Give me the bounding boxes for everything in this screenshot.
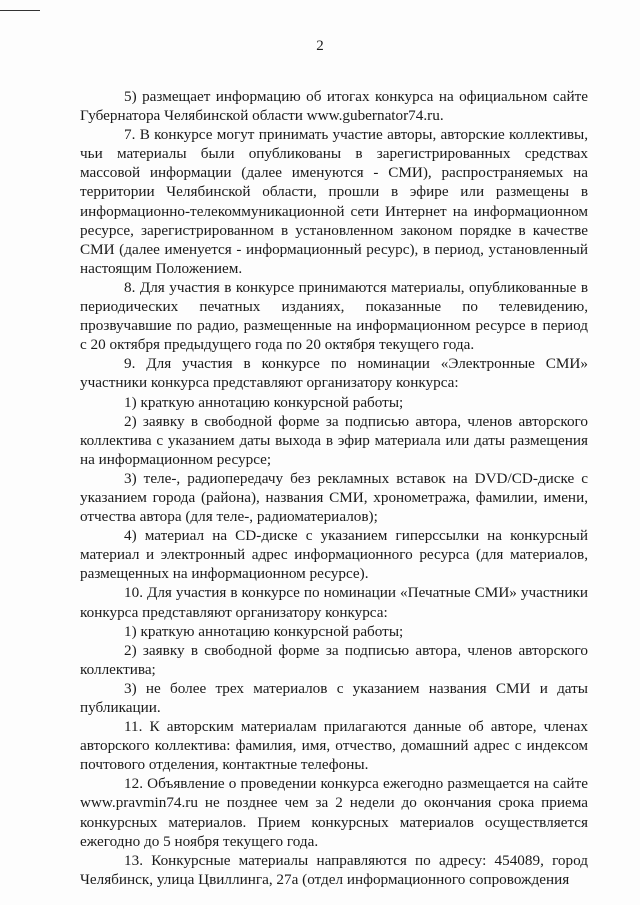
paragraph-9-item-2: 2) заявку в свободной форме за подписью автора, членов авторского коллектива с указанием даты выхода в эфир материала или даты размещения на информационном ресурсе;: [80, 412, 588, 468]
paragraph-10-item-3: 3) не более трех материалов с указанием названия СМИ и даты публикации.: [80, 679, 588, 716]
paragraph-9-item-1: 1) краткую аннотацию конкурсной работы;: [124, 393, 404, 411]
top-rule: [0, 10, 40, 11]
paragraph-9-item-4: 4) материал на CD-диске с указанием гиперссылки на конкурсный материал и электронный адрес информационного ресурса (для материалов, размещенных на информационном ресурсе).: [80, 527, 588, 583]
paragraph-5-publish-results: 5) размещает информацию об итогах конкурса на официальном сайте Губернатора Челябинской области www.gubernator74.ru.: [80, 88, 588, 125]
paragraph-10-print-media: 10. Для участия в конкурсе по номинации «Печатные СМИ» участники конкурса представляют организатору конкурса:: [80, 584, 588, 621]
paragraph-7-participants: 7. В конкурсе могут принимать участие авторы, авторские коллективы, чьи материалы были опубликованы в зарегистрированных средствах массовой информации (далее именуются - СМИ), распространяемых на территории Челябинской области, прошли в эфире или размещены в информационно-телекоммуникационной сети Интернет на информационном ресурсе, зарегистрированном в установленном законом порядке в качестве СМИ (далее именуется - информационный ресурс), в период, установленный настоящим Положением.: [80, 126, 588, 277]
document-body: [80, 87, 588, 889]
paragraph-12-announcement: 12. Объявление о проведении конкурса ежегодно размещается на сайте www.pravmin74.ru не позднее чем за 2 недели до окончания срока приема конкурсных материалов. Прием конкурсных материалов осуществляется ежегодно до 5 ноября текущего года.: [80, 775, 588, 850]
paragraph-9-electronic-media: 9. Для участия в конкурсе по номинации «Электронные СМИ» участники конкурса представляют организатору конкурса:: [80, 355, 588, 392]
paragraph-13-address: 13. Конкурсные материалы направляются по адресу: 454089, город Челябинск, улица Цвиллинга, 27а (отдел информационного сопровождения: [80, 851, 588, 888]
paragraph-10-item-1: 1) краткую аннотацию конкурсной работы;: [124, 622, 404, 640]
paragraph-8-accepted-materials: 8. Для участия в конкурсе принимаются материалы, опубликованные в периодических печатных изданиях, показанные по телевидению, прозвучавшие по радио, размещенные на информационном ресурсе в период с 20 октября предыдущего года по 20 октября текущего года.: [80, 278, 588, 354]
page-number: 2: [316, 38, 324, 54]
paragraph-9-item-3: 3) теле-, радиопередачу без рекламных вставок на DVD/CD-диске с указанием города (района), названия СМИ, хронометража, фамилии, имени, отчества автора (для теле-, радиоматериалов);: [80, 469, 588, 526]
paragraph-10-item-2: 2) заявку в свободной форме за подписью автора, членов авторского коллектива;: [80, 641, 588, 678]
paragraph-11-author-data: 11. К авторским материалам прилагаются данные об авторе, членах авторского коллектива: фамилия, имя, отчество, домашний адрес с индексом почтового отделения, контактные телефоны.: [80, 718, 588, 774]
